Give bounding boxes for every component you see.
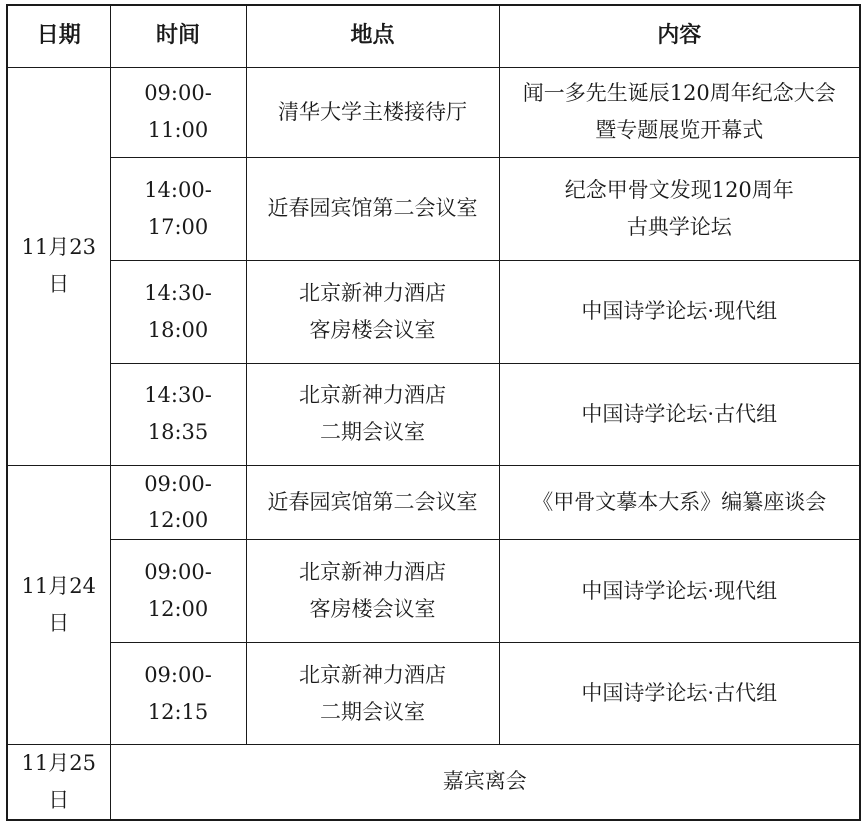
content-line: 纪念甲骨文发现120周年 xyxy=(564,177,794,202)
table-row xyxy=(7,465,860,540)
table-row xyxy=(7,157,860,260)
place-line: 北京新神力酒店 xyxy=(299,383,446,408)
schedule-table xyxy=(6,4,861,821)
date-cell: 11月23日 xyxy=(7,67,110,465)
time-header: 时间 xyxy=(110,5,246,67)
content-cell xyxy=(499,157,860,260)
content-line: 闻一多先生诞辰120周年纪念大会 xyxy=(522,81,836,106)
time-cell: 14:00-17:00 xyxy=(110,157,246,260)
content-line: 中国诗学论坛·现代组 xyxy=(581,299,778,324)
header-row xyxy=(7,5,860,67)
place-cell xyxy=(246,643,499,745)
place-cell xyxy=(246,540,499,643)
place-cell xyxy=(246,363,499,465)
place-line: 北京新神力酒店 xyxy=(299,662,446,687)
date-cell: 11月24日 xyxy=(7,465,110,745)
place-cell xyxy=(246,260,499,363)
content-line: 古典学论坛 xyxy=(626,214,732,239)
place-cell xyxy=(246,465,499,540)
content-line: 中国诗学论坛·古代组 xyxy=(581,681,778,706)
place-cell xyxy=(246,67,499,157)
place-line: 近春园宾馆第二会议室 xyxy=(267,489,478,514)
time-cell: 09:00-11:00 xyxy=(110,67,246,157)
date-header: 日期 xyxy=(7,5,110,67)
place-cell xyxy=(246,157,499,260)
place-line: 近春园宾馆第二会议室 xyxy=(267,196,478,221)
place-line: 二期会议室 xyxy=(320,699,425,724)
time-cell: 14:30-18:00 xyxy=(110,260,246,363)
table-row xyxy=(7,540,860,643)
content-cell xyxy=(499,540,860,643)
table-row xyxy=(7,643,860,745)
content-line: 《甲骨文摹本大系》编纂座谈会 xyxy=(532,489,827,514)
note-cell: 嘉宾离会 xyxy=(110,745,860,820)
date-cell: 11月25日 xyxy=(7,745,110,820)
time-cell: 09:00-12:15 xyxy=(110,643,246,745)
place-line: 清华大学主楼接待厅 xyxy=(278,99,467,124)
place-line: 客房楼会议室 xyxy=(309,317,436,342)
place-line: 北京新神力酒店 xyxy=(299,280,446,305)
content-cell xyxy=(499,643,860,745)
content-cell xyxy=(499,465,860,540)
place-line: 客房楼会议室 xyxy=(309,597,436,621)
content-cell xyxy=(499,363,860,465)
time-cell: 09:00-12:00 xyxy=(110,465,246,540)
place-line: 北京新神力酒店 xyxy=(299,560,446,585)
content-header: 内容 xyxy=(499,5,860,67)
content-cell xyxy=(499,260,860,363)
content-line: 中国诗学论坛·古代组 xyxy=(581,401,778,426)
content-cell xyxy=(499,67,860,157)
table-row xyxy=(7,363,860,465)
content-line: 中国诗学论坛·现代组 xyxy=(581,578,778,603)
time-cell: 14:30-18:35 xyxy=(110,363,246,465)
table-row xyxy=(7,67,860,157)
content-line: 暨专题展览开幕式 xyxy=(595,118,764,142)
time-cell: 09:00-12:00 xyxy=(110,540,246,643)
place-line: 二期会议室 xyxy=(320,420,425,444)
table-row xyxy=(7,260,860,363)
place-header: 地点 xyxy=(246,5,499,67)
table-row xyxy=(7,745,860,820)
